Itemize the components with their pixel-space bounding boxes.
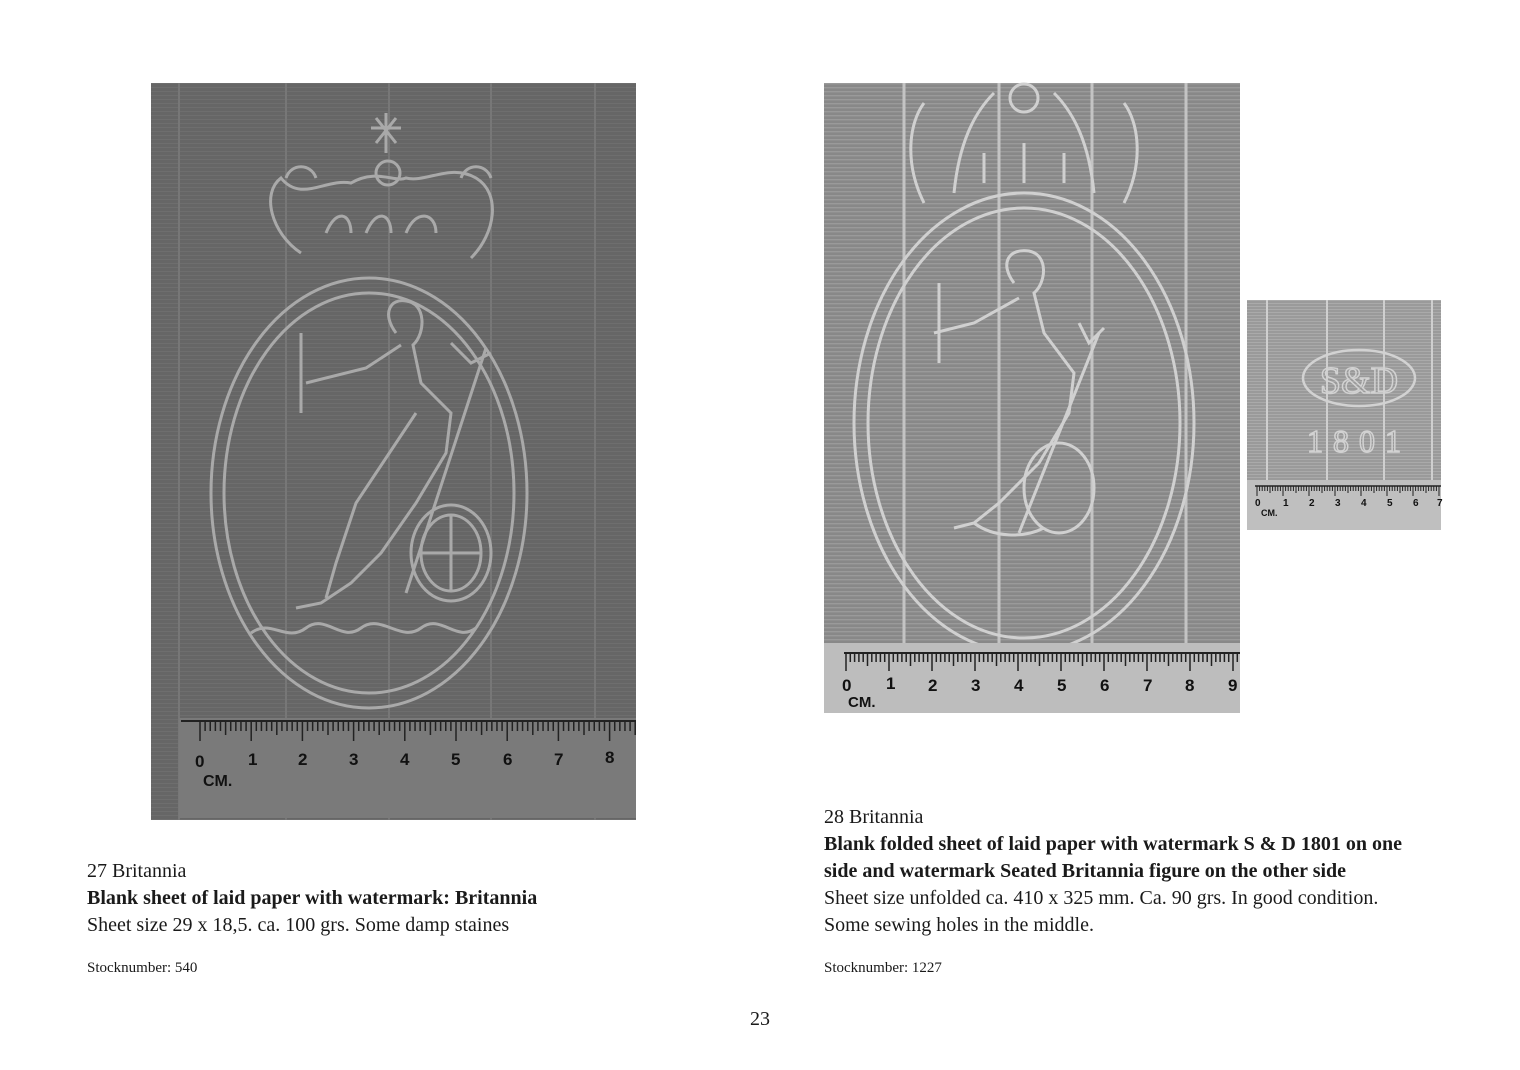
small-ruler-number: 7 [1437,498,1443,509]
ruler-28-number: 0 [842,676,852,695]
small-ruler-number: 0 [1255,498,1261,509]
ruler-27-number: 1 [248,750,258,769]
small-ruler-number: 6 [1413,498,1419,509]
watermark-photo-britannia-28 [824,83,1240,713]
ruler-27-number: 7 [554,750,564,769]
ruler-28-number: 7 [1143,676,1153,695]
ruler-28-number: 5 [1057,676,1067,695]
ruler-28-number: 2 [928,676,938,695]
ruler-27-number: 5 [451,750,461,769]
small-ruler-number: 5 [1387,498,1393,509]
item-27-description-bold: Blank sheet of laid paper with watermark: Britannia [87,887,538,909]
item-27-description: Sheet size 29 x 18,5. ca. 100 grs. Some damp staines [87,914,510,936]
item-28-description-1: Sheet size unfolded ca. 410 x 325 mm. Ca. 90 grs. In good condition. [824,887,1379,909]
small-ruler-number: 4 [1361,498,1367,509]
ruler-28-number: 9 [1228,676,1238,695]
ruler-27-number: 8 [605,748,615,767]
ruler-28-number: 4 [1014,676,1024,695]
item-28-title: 28 Britannia [824,806,924,828]
ruler-27-number: 6 [503,750,513,769]
item-28-caption [824,804,1464,939]
item-28-description-bold-1: Blank folded sheet of laid paper with watermark S & D 1801 on one [824,833,1402,855]
ruler-27-number: 2 [298,750,308,769]
s-and-d-year: 1801 [1307,423,1411,459]
ruler-28-number: 1 [886,674,896,693]
small-ruler-number: 2 [1309,498,1315,509]
ruler-28-number: 3 [971,676,981,695]
ruler-27-unit: CM. [203,773,233,790]
item-28-description-bold-2: side and watermark Seated Britannia figure on the other side [824,860,1347,882]
ruler-27-number: 0 [195,752,205,771]
ruler-27-number: 3 [349,750,359,769]
ruler-28-unit: CM. [848,694,876,711]
item-27-stocknumber: Stocknumber: 540 [87,960,198,976]
page-number: 23 [750,1008,770,1030]
ruler-27-number: 4 [400,750,410,769]
watermark-photo-s-and-d-1801 [1247,300,1441,530]
ruler-28-number: 6 [1100,676,1110,695]
small-ruler-unit: CM. [1261,508,1278,518]
watermark-photo-britannia-27 [151,83,636,820]
small-ruler-number: 1 [1283,498,1289,509]
item-28-stocknumber: Stocknumber: 1227 [824,960,942,976]
ruler-28-number: 8 [1185,676,1195,695]
item-28-description-2: Some sewing holes in the middle. [824,914,1094,936]
small-ruler-number: 3 [1335,498,1341,509]
item-27-caption [87,858,707,939]
s-and-d-letters: S&D [1319,360,1399,402]
item-27-title: 27 Britannia [87,860,187,882]
